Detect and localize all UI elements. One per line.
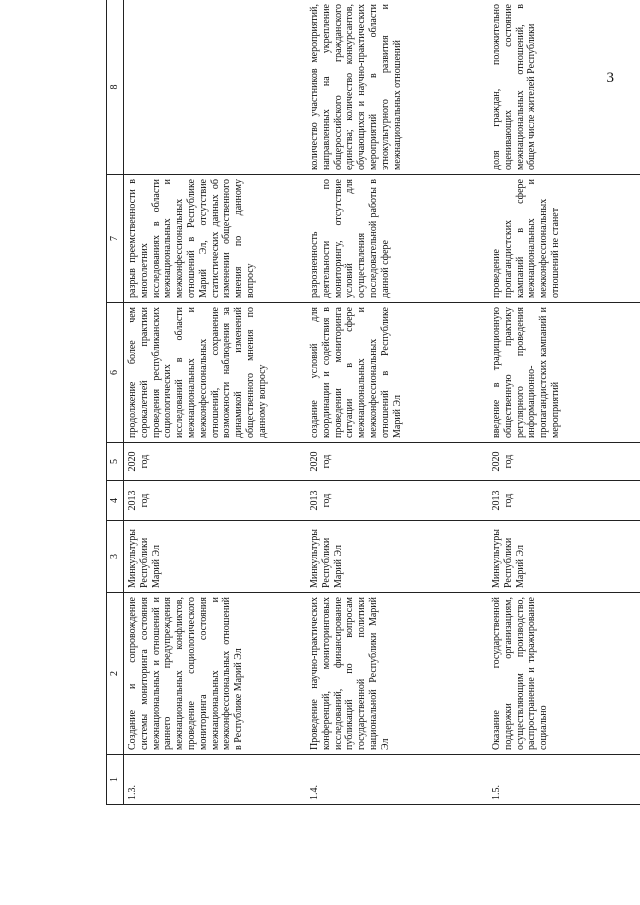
expected-result: продолжение более чем сорокалетней практики проведения республиканских социологических исследований в области межнациональных и межконфессиональных отношений, сохранение возможности наблюдения за динамикой изменений общественного мнения по данному вопросу [124, 303, 307, 443]
expected-result: введение в традиционную общественную практику регулярного проведения информационно-пропагандистских кампаний и мероприятий [488, 303, 640, 443]
column-header: 1 [107, 755, 124, 805]
indicators: количество участников мероприятий, направленных на укрепление общероссийского гражданского единства; количество конкурсантов, обучающихся и научно-практических мероприятий в области этнокультурного развития и межнациональных отношений [306, 0, 488, 175]
indicators [124, 0, 307, 175]
column-header: 3 [107, 521, 124, 593]
end-year: 2020 год [306, 443, 488, 481]
table-row [488, 0, 640, 805]
non-implementation-consequences: разрыв преемственности в многолетних исследованиях в области межнациональных и межконфессиональных отношений в Республике Марий Эл, отсутствие статистических данных об изменении общественного мнения по данному вопросу [124, 175, 307, 303]
end-year: 2020 год [124, 443, 307, 481]
table-row [306, 0, 488, 805]
executor: Минкультуры Республики Марий Эл [488, 521, 640, 593]
table-row [124, 0, 307, 805]
column-header: 6 [107, 303, 124, 443]
executor: Минкультуры Республики Марий Эл [306, 521, 488, 593]
column-header: 4 [107, 481, 124, 521]
executor: Минкультуры Республики Марий Эл [124, 521, 307, 593]
column-header: 8 [107, 0, 124, 175]
indicators: доля граждан, положительно оценивающих состояние межнациональных отношений, в общем числе жителей Республики [488, 0, 640, 175]
column-header: 2 [107, 593, 124, 755]
row-number: 1.4. [306, 755, 488, 805]
header-row [107, 0, 124, 805]
measure-name: Создание и сопровождение системы мониторинга состояния межнациональных и отношений и раннего предупреждения межнациональных конфликтов, проведение социологического мониторинга состояния межнациональных и межконфессиональных отношений в Республике Марий Эл [124, 593, 307, 755]
row-number: 1.3. [124, 755, 307, 805]
measure-name: Проведение научно-практических конференций, мониторинговых исследований, финансирование публикаций по вопросам государственной политики национальной Республики Марий Эл [306, 593, 488, 755]
expected-result: создание условий для координации и содействия в проведении мониторинга ситуации в сфере межнациональных и межконфессиональных отношений в Республике Марий Эл [306, 303, 488, 443]
column-header: 5 [107, 443, 124, 481]
start-year: 2013 год [306, 481, 488, 521]
start-year: 2013 год [124, 481, 307, 521]
measure-name: Оказание государственной поддержки организациям, осуществляющим производство, распространение и тиражирование социально [488, 593, 640, 755]
program-measures-table [106, 0, 640, 805]
rotated-table-container [106, 0, 626, 805]
start-year: 2013 год [488, 481, 640, 521]
end-year: 2020 год [488, 443, 640, 481]
non-implementation-consequences: проведение пропагандистских кампаний в сфере межнациональных и межконфессиональных отношений не станет [488, 175, 640, 303]
page-number: 3 [606, 70, 614, 86]
row-number: 1.5. [488, 755, 640, 805]
column-header: 7 [107, 175, 124, 303]
non-implementation-consequences: разрозненность деятельности по мониторингу, отсутствие условий для осуществления последовательной работы в данной сфере [306, 175, 488, 303]
